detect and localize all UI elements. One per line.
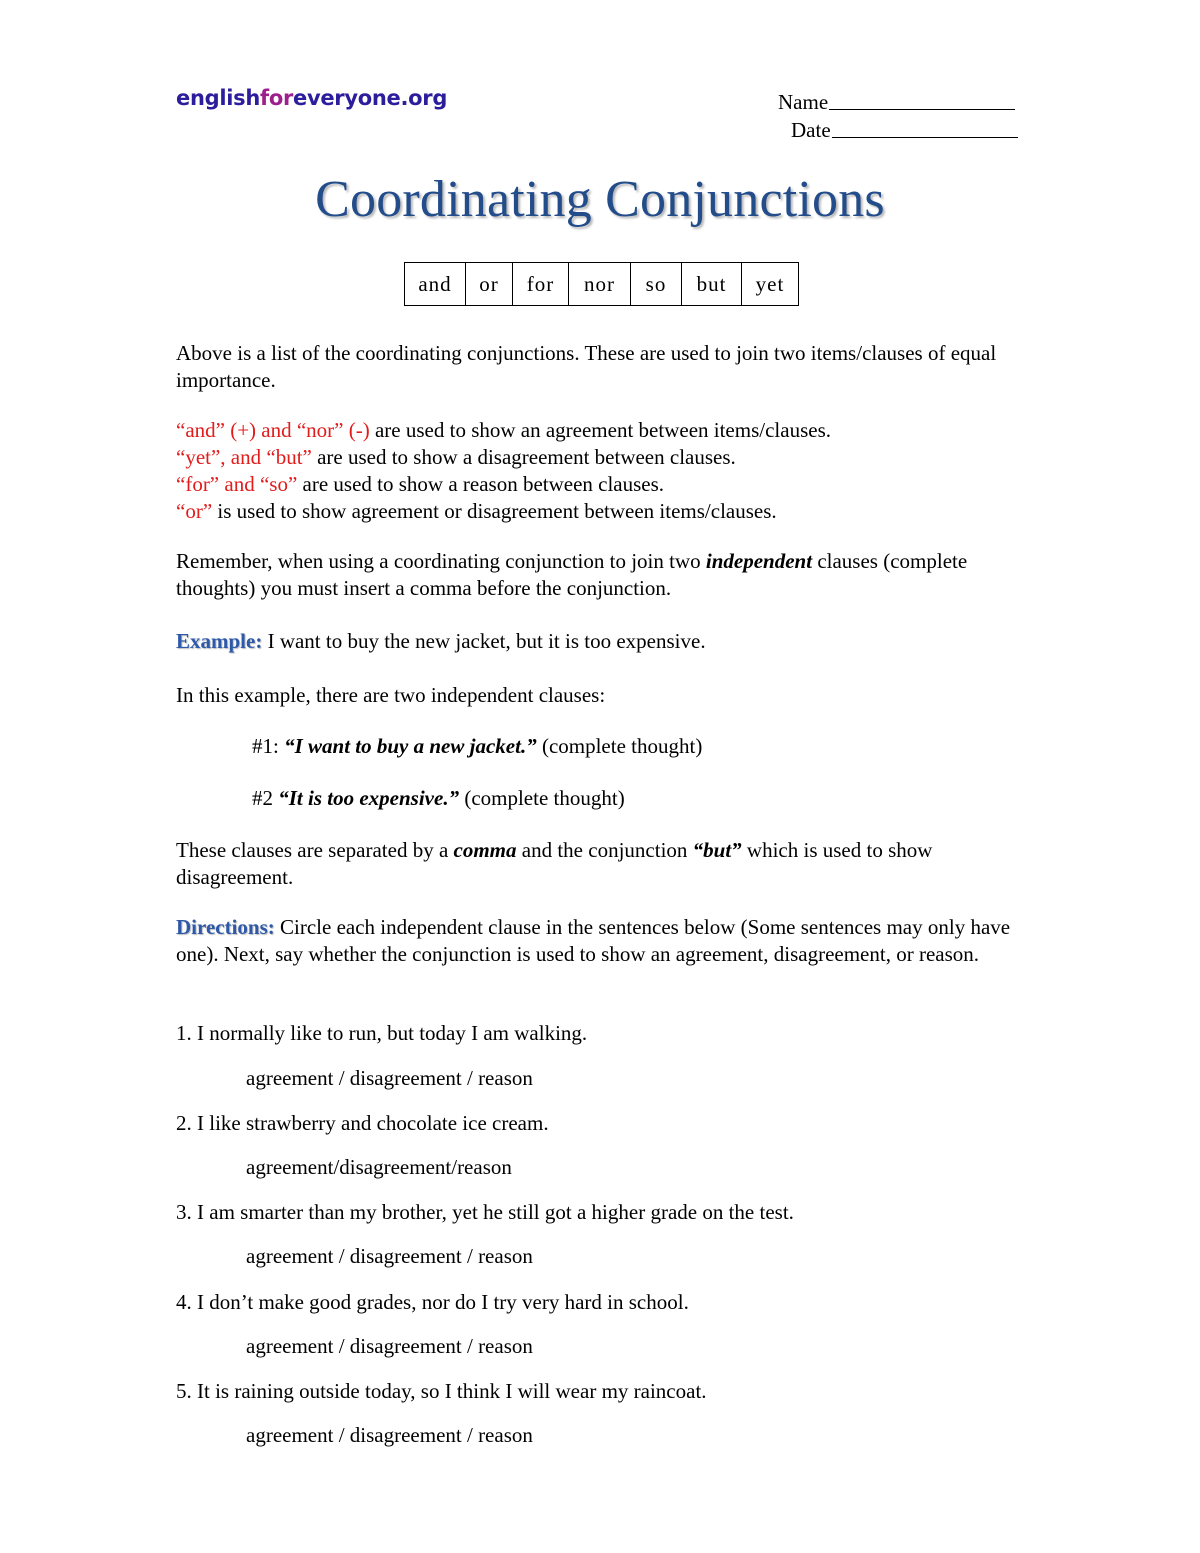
rule-text: are used to show an agreement between items/clauses.: [369, 418, 831, 442]
clause-note: (complete thought): [536, 734, 703, 758]
rule-line: [176, 498, 1036, 525]
date-label: Date: [791, 118, 831, 142]
date-blank-line: [832, 116, 1018, 138]
intro-paragraph: Above is a list of the coordinating conjunctions. These are used to join two items/clauses of equal importance.: [176, 341, 997, 392]
explanation-paragraph: In this example, there are two independent clauses:: [176, 683, 606, 707]
remember-paragraph: [176, 548, 1036, 602]
exercise-options[interactable]: agreement / disagreement / reason: [246, 1066, 533, 1090]
conjunction-cell: nor: [569, 263, 631, 306]
clause-quote: “I want to buy a new jacket.”: [284, 734, 537, 758]
clause-2: [182, 785, 1112, 812]
rule-line: [176, 444, 1036, 471]
site-logo[interactable]: [176, 86, 447, 110]
separated-text: and the conjunction: [516, 838, 693, 862]
exercise-options[interactable]: agreement / disagreement / reason: [246, 1334, 533, 1358]
logo-part-for: for: [259, 86, 294, 110]
exercise-sentence: 2. I like strawberry and chocolate ice cream.: [176, 1111, 549, 1135]
conjunction-cell: but: [682, 263, 742, 306]
comma-emphasis: comma: [453, 838, 517, 862]
rule-keywords: “or”: [176, 499, 213, 523]
separated-text: which is used to show disagreement.: [176, 838, 933, 889]
clause-note: (complete thought): [459, 786, 625, 810]
clause-number: #1:: [252, 734, 285, 758]
rule-text: are used to show a disagreement between clauses.: [311, 445, 736, 469]
but-emphasis: “but”: [692, 838, 742, 862]
name-label: Name: [778, 90, 829, 114]
independent-emphasis: independent: [705, 549, 813, 573]
name-date-block: [778, 88, 1018, 144]
exercise-options[interactable]: agreement / disagreement / reason: [246, 1423, 533, 1447]
exercise-sentence: 5. It is raining outside today, so I think I will wear my raincoat.: [176, 1379, 707, 1403]
conjunction-cell: for: [513, 263, 569, 306]
rule-line: [176, 417, 1036, 444]
name-row: [778, 88, 1018, 116]
separated-text: These clauses are separated by a: [176, 838, 454, 862]
logo-part-everyone: everyone.org: [293, 86, 448, 110]
exercise-sentence: 1. I normally like to run, but today I am walking.: [176, 1021, 588, 1045]
exercise-options[interactable]: agreement / disagreement / reason: [246, 1244, 533, 1268]
clause-1: [182, 733, 1112, 760]
example-text: I want to buy the new jacket, but it is too expensive.: [262, 629, 706, 653]
directions-label: Directions:: [176, 915, 275, 939]
conjunction-cell: yet: [742, 263, 799, 306]
rule-keywords: “yet”, and “but”: [176, 445, 312, 469]
logo-part-english: english: [176, 86, 260, 110]
remember-text: Remember, when using a coordinating conjunction to join two: [176, 549, 706, 573]
exercise-sentence: 3. I am smarter than my brother, yet he still got a higher grade on the test.: [176, 1200, 794, 1224]
separated-paragraph: [176, 837, 1036, 891]
clause-quote: “It is too expensive.”: [278, 786, 460, 810]
rule-text: is used to show agreement or disagreement between items/clauses.: [212, 499, 777, 523]
conjunction-table: [404, 262, 799, 306]
rule-keywords: “for” and “so”: [176, 472, 298, 496]
exercise-sentence: 4. I don’t make good grades, nor do I try very hard in school.: [176, 1290, 689, 1314]
example-paragraph: [176, 628, 1036, 655]
rules-list: [176, 417, 1036, 525]
directions-paragraph: [176, 914, 1036, 968]
name-blank-line: [829, 88, 1015, 110]
clause-number: #2: [252, 786, 279, 810]
conjunction-cell: and: [405, 263, 466, 306]
page-title: Coordinating Conjunctions: [315, 171, 885, 228]
conjunction-cell: so: [631, 263, 682, 306]
example-label: Example:: [176, 629, 263, 653]
rule-keywords: “and” (+) and “nor” (-): [176, 418, 370, 442]
directions-text: Circle each independent clause in the sentences below (Some sentences may only have one). Next, say whether the conjunction is used to show an agreement, disagreement, or reason.: [176, 915, 1011, 966]
rule-text: are used to show a reason between clauses.: [297, 472, 665, 496]
conjunction-cell: or: [466, 263, 513, 306]
exercise-options[interactable]: agreement/disagreement/reason: [246, 1155, 512, 1179]
date-row: [778, 116, 1018, 144]
remember-text: clauses (complete thoughts) you must insert a comma before the conjunction.: [176, 549, 968, 600]
rule-line: [176, 471, 1036, 498]
